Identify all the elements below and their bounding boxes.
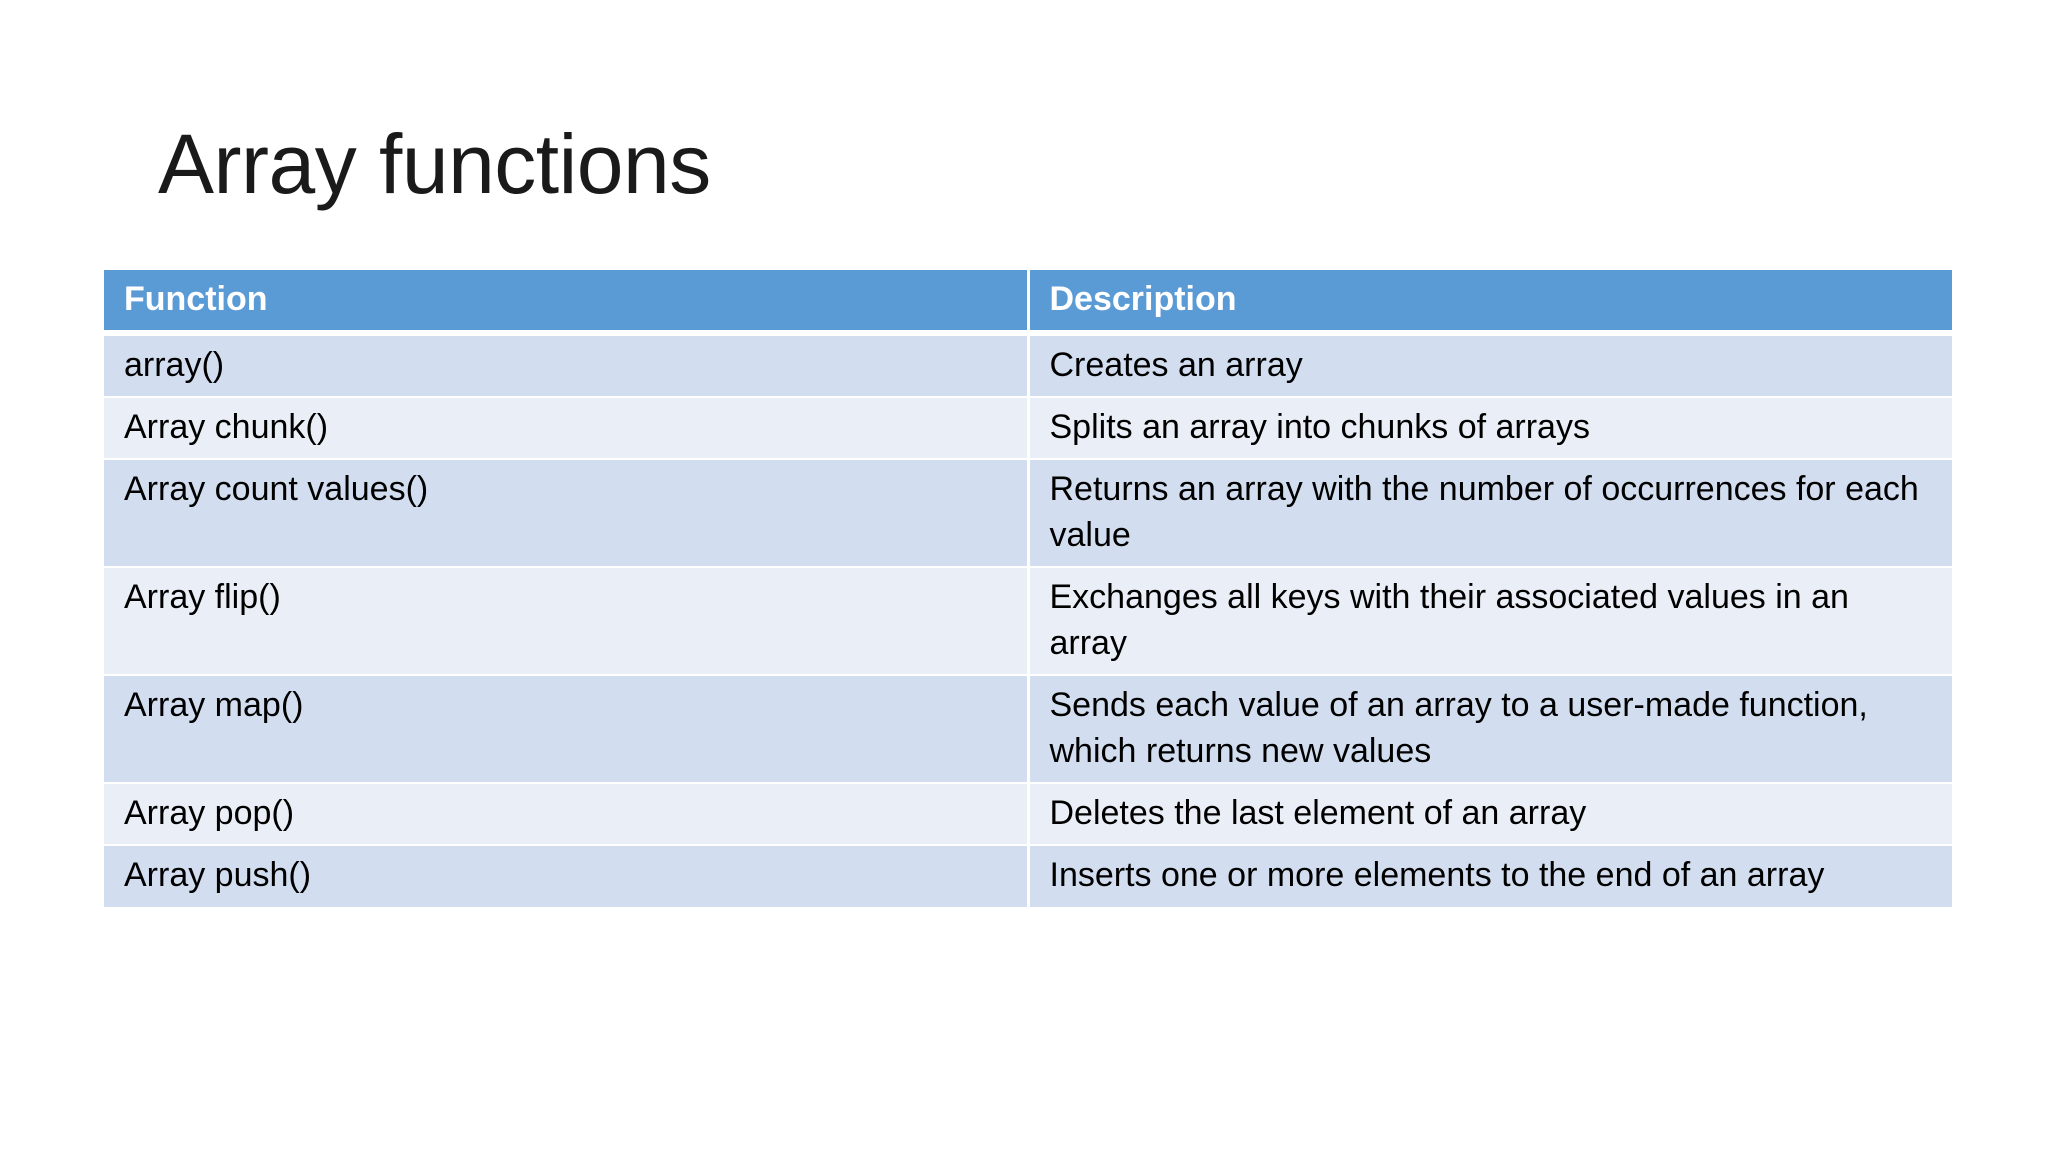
function-cell: Array push() bbox=[104, 845, 1028, 907]
function-cell: Array flip() bbox=[104, 567, 1028, 675]
table-row bbox=[104, 459, 1952, 567]
table-row bbox=[104, 333, 1952, 397]
table-row bbox=[104, 567, 1952, 675]
table-row bbox=[104, 845, 1952, 907]
function-cell: Array map() bbox=[104, 675, 1028, 783]
column-header-description: Description bbox=[1028, 270, 1952, 333]
description-cell: Exchanges all keys with their associated values in an array bbox=[1028, 567, 1952, 675]
description-cell: Creates an array bbox=[1028, 333, 1952, 397]
function-cell: Array chunk() bbox=[104, 397, 1028, 459]
description-cell: Splits an array into chunks of arrays bbox=[1028, 397, 1952, 459]
function-cell: Array pop() bbox=[104, 783, 1028, 845]
table-row bbox=[104, 397, 1952, 459]
column-header-function: Function bbox=[104, 270, 1028, 333]
slide-title: Array functions bbox=[158, 117, 711, 211]
table-header-row bbox=[104, 270, 1952, 333]
table-row bbox=[104, 675, 1952, 783]
function-cell: array() bbox=[104, 333, 1028, 397]
description-cell: Sends each value of an array to a user-made function, which returns new values bbox=[1028, 675, 1952, 783]
array-functions-table bbox=[104, 270, 1952, 907]
description-cell: Deletes the last element of an array bbox=[1028, 783, 1952, 845]
description-cell: Inserts one or more elements to the end of an array bbox=[1028, 845, 1952, 907]
description-cell: Returns an array with the number of occurrences for each value bbox=[1028, 459, 1952, 567]
table-row bbox=[104, 783, 1952, 845]
function-cell: Array count values() bbox=[104, 459, 1028, 567]
